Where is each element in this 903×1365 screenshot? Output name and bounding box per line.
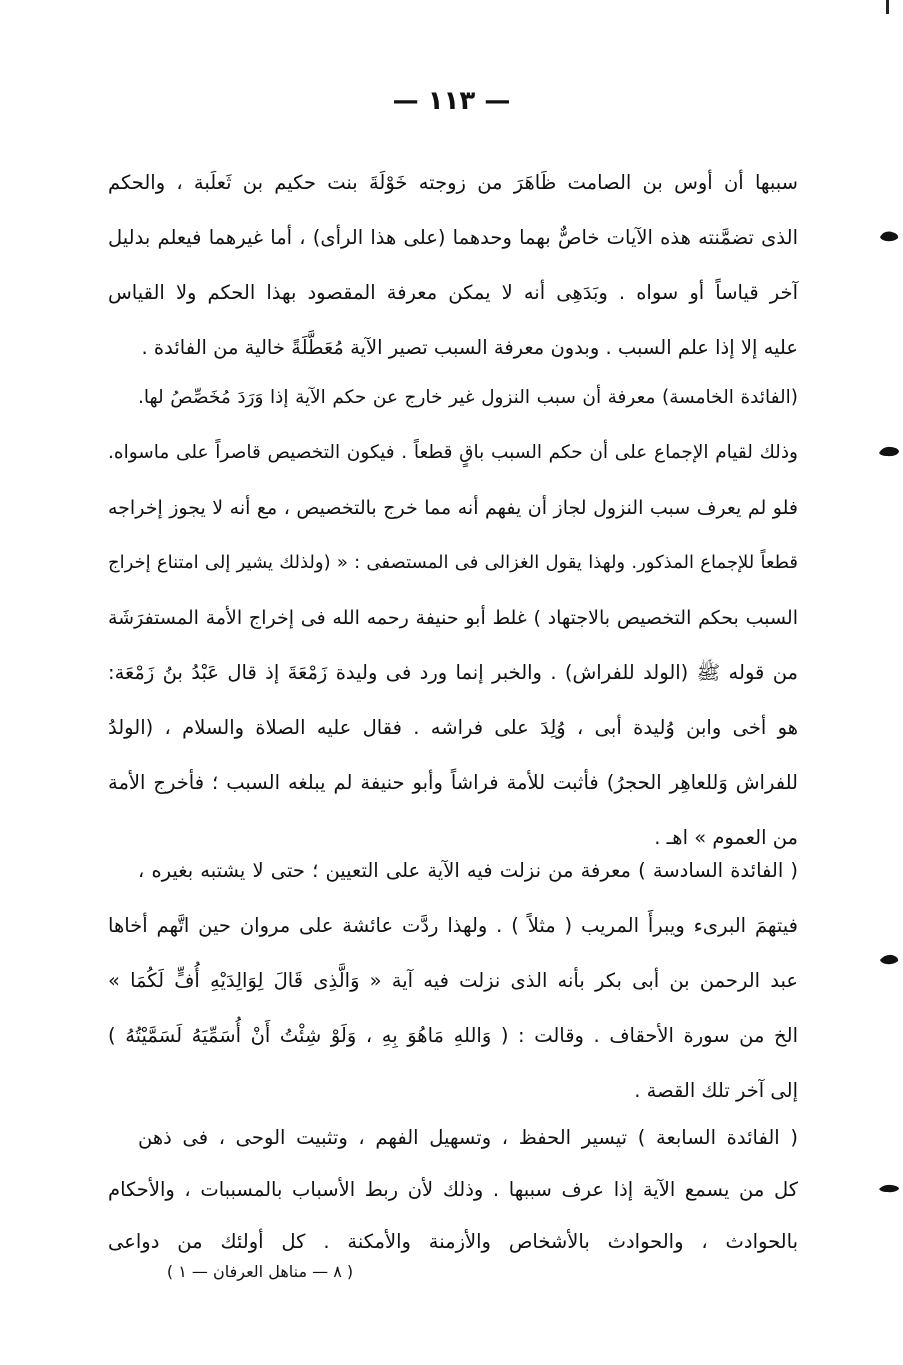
text-line: آخر قياساً أو سواه . وبَدَهِى أنه لا يمكن معرفة المقصود بهذا الحكم ولا القياس	[108, 281, 798, 304]
text-line: عبد الرحمن بن أبى بكر بأنه الذى نزلت فيه آية « وَالَّذِى قَالَ لِوَالِدَيْهِ أُفٍّ لَكُمَا »	[108, 969, 798, 992]
text-line: قطعاً للإجماع المذكور. ولهذا يقول الغزالى فى المستصفى : « (ولذلك يشير إلى امتناع إخراج	[108, 552, 798, 573]
text-line: (الفائدة الخامسة) معرفة أن سبب النزول غير خارج عن حكم الآية إذا وَرَدَ مُخَصِّصُ لها.	[138, 387, 798, 408]
page-footer: ( ٨ — مناهل العرفان — ١ )	[166, 1262, 354, 1281]
text-line: كل من يسمع الآية إذا عرف سببها . وذلك لأن ربط الأسباب بالمسببات ، والأحكام	[108, 1178, 798, 1201]
text-line: عليه إلا إذا علم السبب . وبدون معرفة السبب تصير الآية مُعَطَّلَةً خالية من الفائدة .	[141, 336, 798, 359]
text-line: للفراش وَللعاهِر الحجرُ) فأثبت للأمة فراشاً وأبو حنيفة لم يبلغه السبب ؛ فأخرج الأمة	[108, 771, 798, 794]
text-line: الخ من سورة الأحقاف . وقالت : ( وَاللهِ مَاهُوَ بِهِ ، وَلَوْ شِئْتُ أَنْ أُسَمِّيَهُ لَسَمَّيْتُهُ )	[108, 1024, 798, 1047]
margin-mark	[878, 951, 900, 967]
margin-mark	[878, 443, 900, 459]
text-line: سببها أن أوس بن الصامت ظَاهَرَ من زوجته خَوْلَةَ بنت حكيم بن ثَعلَبة ، والحكم	[108, 171, 798, 194]
text-line: من قوله ﷺ (الولد للفراش) . والخبر إنما ورد فى وليدة زَمْعَةَ إذ قال عَبْدُ بنُ زَمْعَة:	[108, 661, 798, 684]
page-number: — ١١٣ —	[392, 86, 511, 116]
text-line: وذلك لقيام الإجماع على أن حكم السبب باقٍ قطعاً . فيكون التخصيص قاصراً على ماسواه.	[108, 442, 798, 463]
text-line: ( الفائدة السادسة ) معرفة من نزلت فيه الآية على التعيين ؛ حتى لا يشتبه بغيره ،	[138, 859, 798, 882]
text-line: السبب بحكم التخصيص بالاجتهاد ) غلط أبو حنيفة رحمه الله فى إخراج الأمة المستفرَشَة	[108, 607, 798, 629]
text-line: هو أخى وابن وُليدة أبى ، وُلِدَ على فراشه . فقال عليه الصلاة والسلام ، (الولدُ	[108, 716, 798, 739]
text-line: فيتهمَ البرىء ويبرأَ المريب ( مثلاً ) . ولهذا ردَّت عائشة على مروان حين اتَّهم أخاها	[108, 914, 798, 937]
text-line: بالحوادث ، والحوادث بالأشخاص والأزمنة والأمكنة . كل أولئك من دواعى	[108, 1230, 798, 1253]
text-line: ( الفائدة السابعة ) تيسير الحفظ ، وتسهيل الفهم ، وتثبيت الوحى ، فى ذهن	[138, 1126, 798, 1149]
text-line: إلى آخر تلك القصة .	[634, 1079, 798, 1102]
margin-mark	[878, 228, 900, 244]
text-line: الذى تضمَّنته هذه الآيات خاصٌّ بهما وحدهما (على هذا الرأى) ، أما غيرهما فيعلم بدليل	[108, 226, 798, 249]
top-corner-mark	[883, 0, 893, 16]
text-line: فلو لم يعرف سبب النزول لجاز أن يفهم أنه مما خرج بالتخصيص ، مع أنه لا يجوز إخراجه	[108, 497, 798, 519]
text-line: من العموم » اهـ .	[654, 826, 798, 849]
margin-mark	[878, 1180, 900, 1196]
